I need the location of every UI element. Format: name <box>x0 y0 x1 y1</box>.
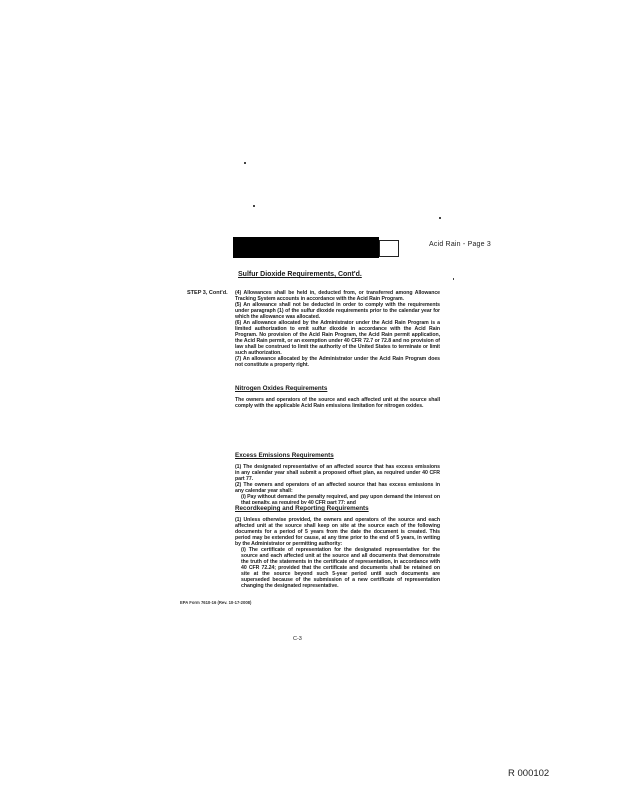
scan-speck <box>453 278 454 280</box>
side-label: STEP 3, Cont'd. <box>187 290 228 296</box>
nox-heading: Nitrogen Oxides Requirements <box>235 385 328 392</box>
paragraph: (4) Allowances shall be held in, deducted from, or transferred among Allowance Tracking System accounts in accordance with the Acid Rain Program. <box>235 290 440 302</box>
excess-emissions-block <box>235 464 440 504</box>
scan-speck <box>439 217 441 219</box>
paragraph: (1) The designated representative of an affected source that has excess emissions in any calendar year shall submit a proposed offset plan, as required under 40 CFR part 77. <box>235 464 440 482</box>
paragraph: (1) Unless otherwise provided, the owners and operators of the source and each affected unit at the source shall keep on site at the source each of the following documents for a period of 5 years from the date the document is created. This period may be extended for cause, at any time prior to the end of 5 years, in writing by the Administrator or permitting authority: <box>235 517 440 547</box>
nox-block <box>235 397 440 417</box>
bates-number: R 000102 <box>508 768 550 779</box>
paragraph: (6) An allowance allocated by the Administrator under the Acid Rain Program is a limited authorization to emit sulfur dioxide in accordance with the Acid Rain Program. No provision of the Acid Rain Program, the Acid Rain permit application, the Acid Rain permit, or an exemption under 40 CFR 72.7 or 72.8 and no provision of law shall be construed to limit the authority of the United States to terminate or limit such authorization. <box>235 320 440 356</box>
paragraph: (2) The owners and operators of an affected source that has excess emissions in any calendar year shall: <box>235 482 440 494</box>
paragraph: (5) An allowance shall not be deducted in order to comply with the requirements under paragraph (1) of the sulfur dioxide requirements prior to the calendar year for which the allowance was allocated. <box>235 302 440 320</box>
redaction-box <box>379 240 399 257</box>
recordkeeping-heading: Recordkeeping and Reporting Requirements <box>235 505 369 512</box>
scan-speck <box>244 162 246 164</box>
scan-speck <box>253 205 255 207</box>
paragraph: The owners and operators of the source and each affected unit at the source shall comply with the applicable Acid Rain emissions limitation for nitrogen oxides. <box>235 397 440 409</box>
section-title: Sulfur Dioxide Requirements, Cont'd. <box>238 271 362 278</box>
page-number: C-3 <box>293 636 302 642</box>
excess-emissions-heading: Excess Emissions Requirements <box>235 452 334 459</box>
form-footer: EPA Form 7610-16 (Rev. 10-17-2008) <box>180 600 252 605</box>
redaction-bar <box>233 237 379 258</box>
paragraph: (7) An allowance allocated by the Administrator under the Acid Rain Program does not constitute a property right. <box>235 356 440 368</box>
paragraph: (i) Pay without demand the penalty required, and pay upon demand the interest on that penalty, as required by 40 CFR part 77; and <box>241 494 440 504</box>
so2-requirements-block <box>235 290 440 372</box>
paragraph: (i) The certificate of representation for the designated representative for the source and each affected unit at the source and all documents that demonstrate the truth of the statements in the certificate of representation, in accordance with 40 CFR 72.24; provided that the certificate and documents shall be retained on site at the source beyond such 5-year period until such documents are superseded because of the submission of a new certificate of representation changing the designated representative. <box>241 547 440 589</box>
recordkeeping-block <box>235 517 440 597</box>
page-header: Acid Rain - Page 3 <box>429 241 491 248</box>
